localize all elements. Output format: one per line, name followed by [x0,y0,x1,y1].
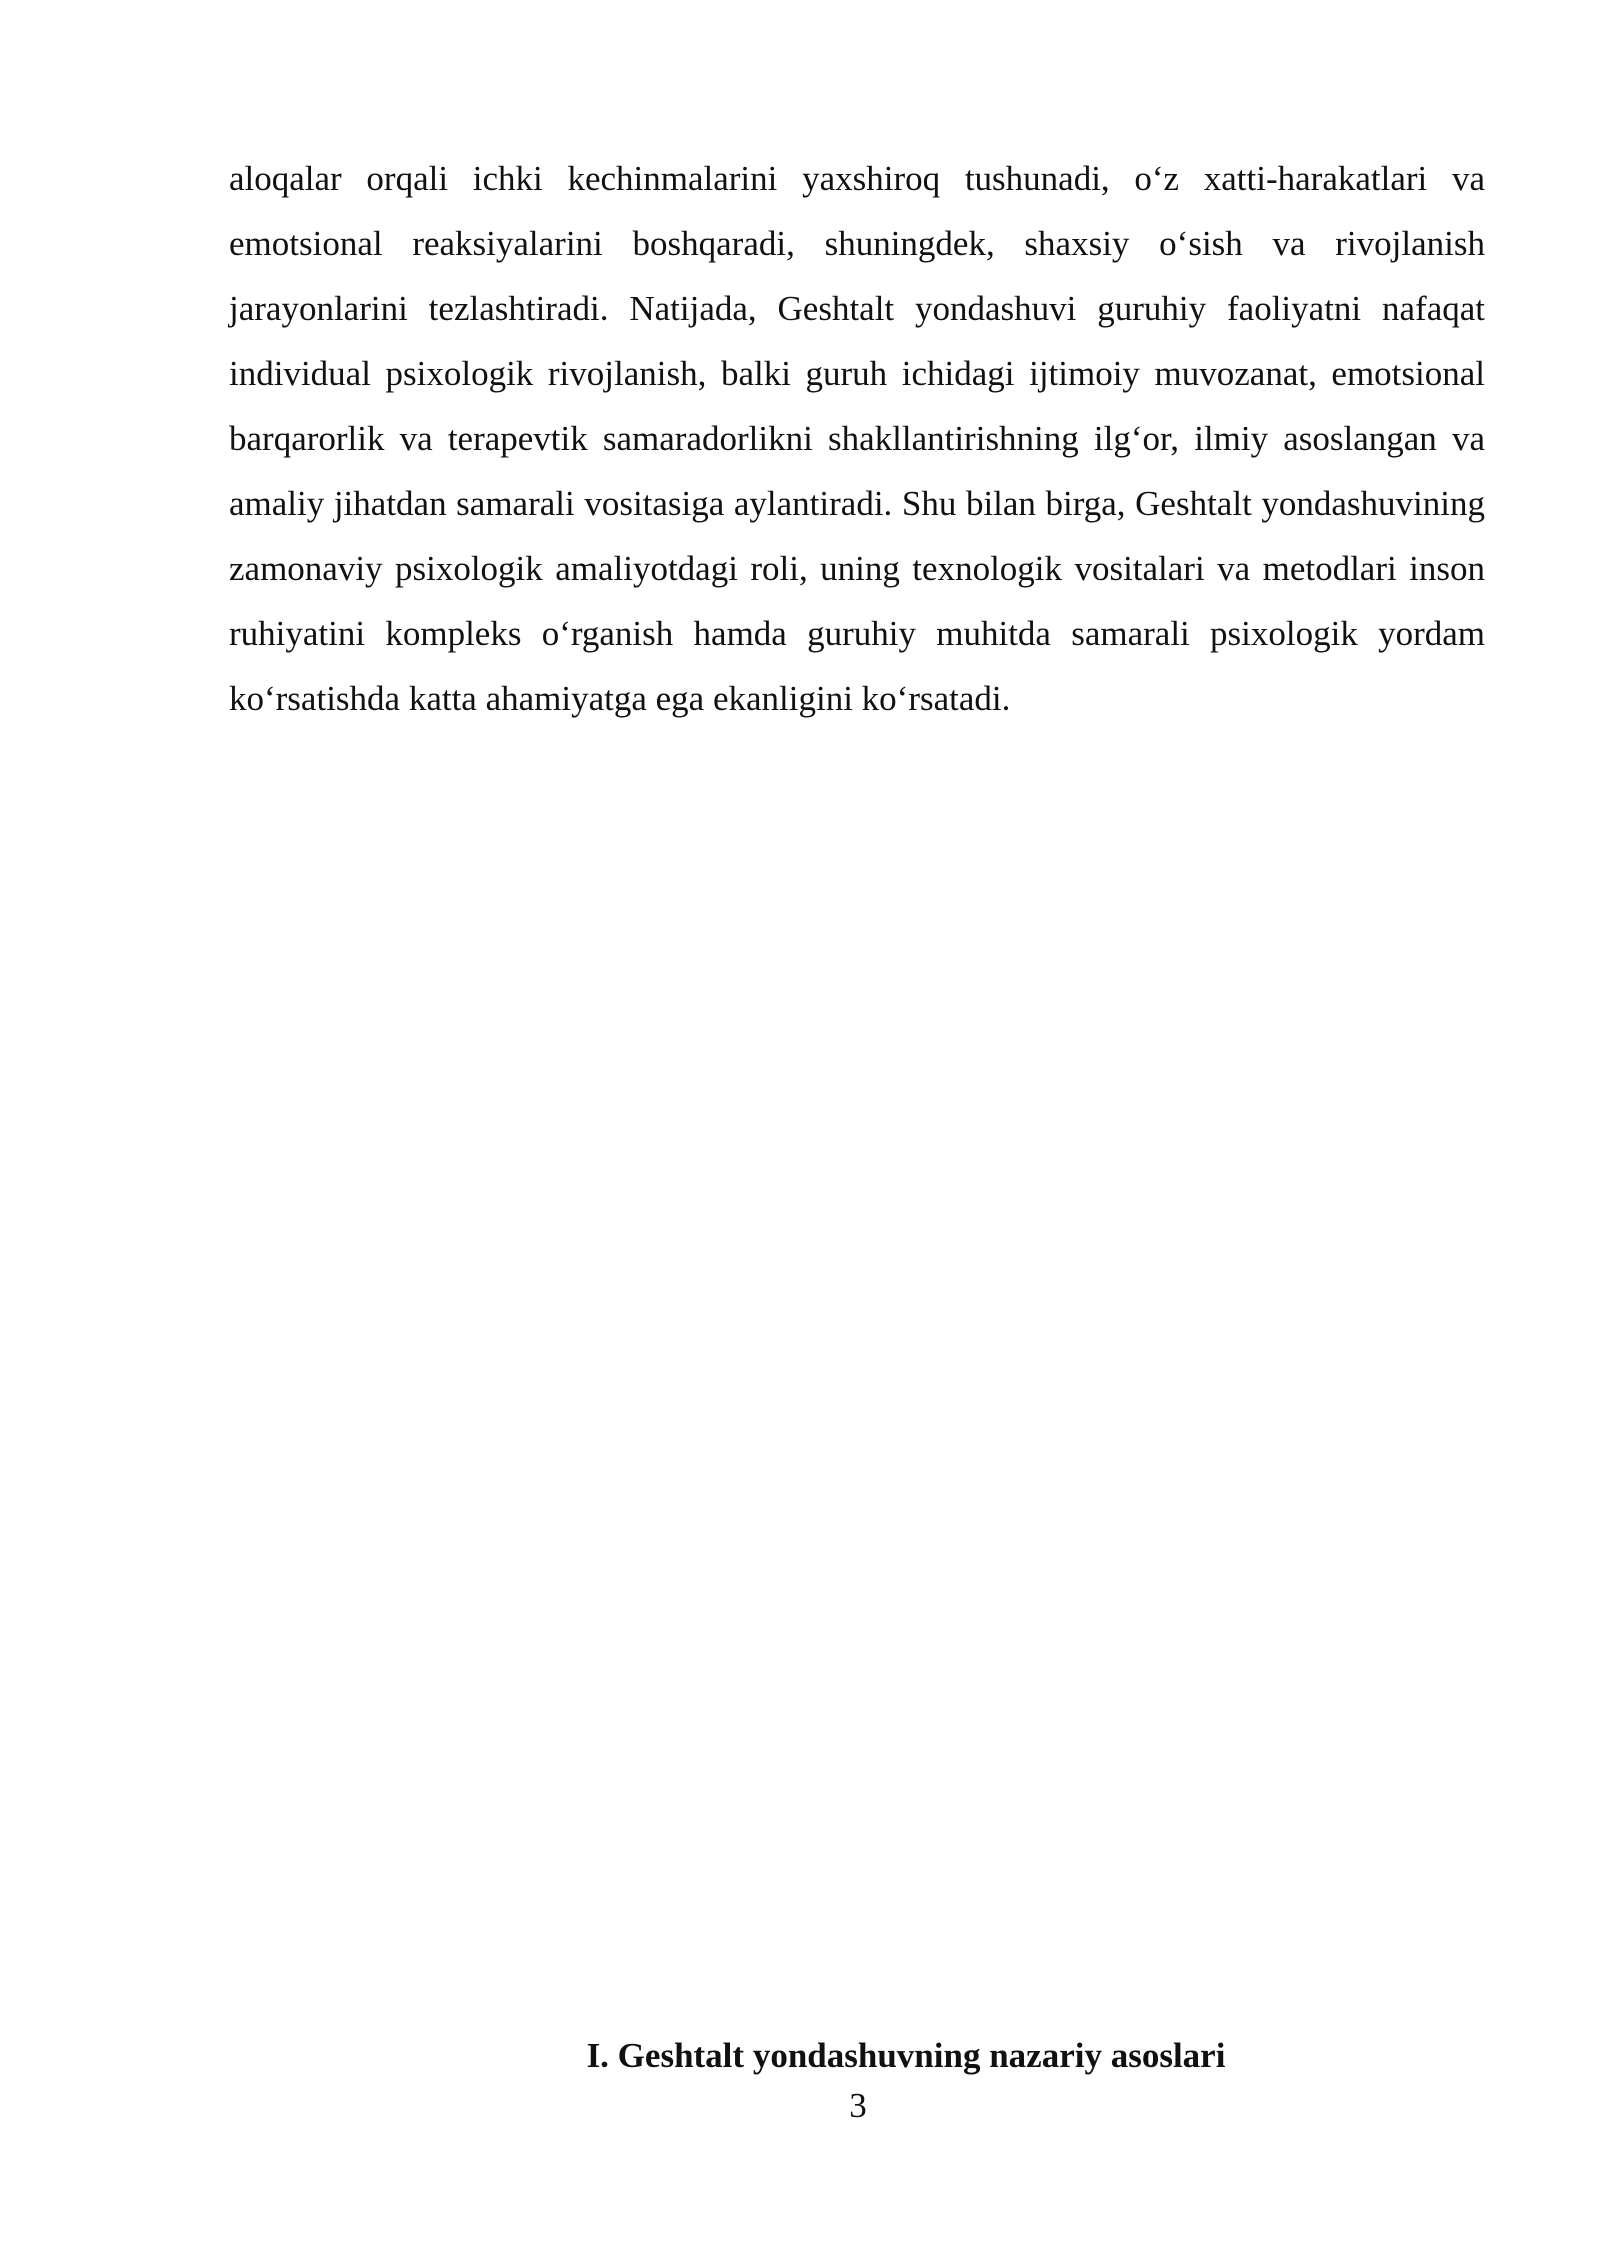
section-heading: I. Geshtalt yondashuvning nazariy asoslari [586,2036,1226,2075]
body-paragraph: aloqalar orqali ichki kechinmalarini yaxshiroq tushunadi, o‘z xatti-harakatlari va emotsional reaksiyalarini boshqaradi, shuningdek, shaxsiy o‘sish va rivojlanish jarayonlarini tezlashtiradi. Natijada, Geshtalt yondashuvi guruhiy faoliyatni nafaqat individual psixologik rivojlanish, balki guruh ichidagi ijtimoiy muvozanat, emotsional barqarorlik va terapevtik samaradorlikni shakllantirishning ilg‘or, ilmiy asoslangan va amaliy jihatdan samarali vositasiga aylantiradi. Shu bilan birga, Geshtalt yondashuvining zamonaviy psixologik amaliyotdagi roli, uning texnologik vositalari va metodlari inson ruhiyatini kompleks o‘rganish hamda guruhiy muhitda samarali psixologik yordam ko‘rsatishda katta ahamiyatga ega ekanligini ko‘rsatadi. [229,159,1485,718]
page-number: 3 [849,2086,867,2125]
